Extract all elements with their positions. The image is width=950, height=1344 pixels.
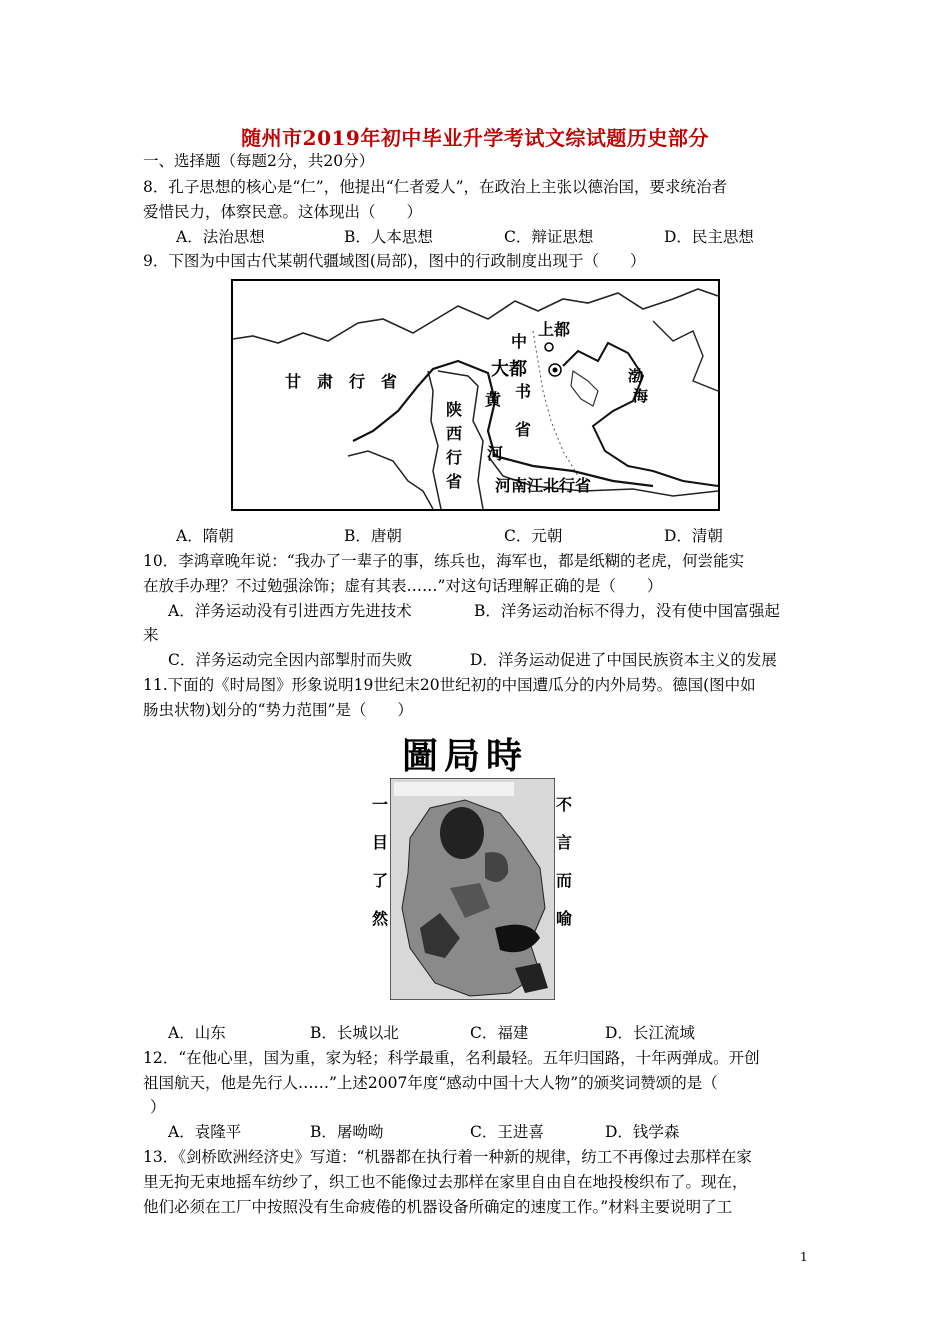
q10-option-b-cont: 来 [143,626,159,644]
left-char-1: 一 [372,795,389,814]
cartoon-image [390,778,555,1000]
q11-option-a: A．山东 [168,1024,226,1042]
q12-option-d: D．钱学森 [605,1123,680,1141]
q13-line2: 里无拘无束地摇车纺纱了，织工也不能像过去那样在家里自由自在地投梭织布了。现在， [143,1173,748,1191]
right-char-4: 喻 [556,909,573,928]
cartoon-header-strip [394,782,514,796]
right-char-1: 不 [556,795,573,814]
q13-line3: 他们必须在工厂中按照没有生命疲倦的机器设备所确定的速度工作。”材料主要说明了工 [143,1198,733,1216]
bear-figure [440,807,484,859]
label-shaanxi-2: 西 [446,424,463,443]
label-henan: 河南江北行省 [495,476,592,495]
q11-line2: 肠虫状物)划分的“势力范围”是（ ） [143,701,413,719]
q10-option-c: C．洋务运动完全因内部掣肘而失败 [168,651,413,669]
q12-line1: 12．“在他心里，国为重，家为轻；科学最重，名利最轻。五年归国路，十年两弹成。开创 [143,1049,760,1067]
label-bo: 渤 [628,367,644,385]
label-he: 河 [487,444,504,463]
q10-option-b: B．洋务运动治标不得力，没有使中国富强起 [474,602,780,620]
label-shangdu: 上都 [538,320,571,339]
shijutu-cartoon [370,728,573,1000]
label-shaanxi-3: 行 [446,448,463,467]
label-shaanxi-4: 省 [446,472,463,491]
q9-option-b: B．唐朝 [344,527,402,545]
right-char-2: 言 [556,833,573,852]
q12-option-a: A．袁隆平 [168,1123,242,1141]
bohai-bay [571,371,598,406]
q12-line3: ） [150,1098,166,1116]
q8-option-b: B．人本思想 [344,228,433,246]
label-sheng: 省 [515,420,532,439]
left-char-4: 然 [372,909,389,928]
province-dotted-line [533,331,578,476]
q10-line2: 在放手办理？不过勉强涂饰；虚有其表……”对这句话理解正确的是（ ） [143,577,663,595]
q11-option-c: C．福建 [470,1024,529,1042]
territory-map [231,279,720,511]
north-border [233,289,718,343]
q11-option-d: D．长江流域 [605,1024,695,1042]
river-lower-left [348,451,433,509]
dadu-marker-inner [553,368,558,373]
label-gansu: 甘 肃 行 省 [285,372,398,391]
left-char-2: 目 [372,833,389,852]
q9-line1: 9．下图为中国古代某朝代疆域图(局部)，图中的行政制度出现于（ ） [143,252,646,270]
label-shu: 书 [515,382,532,401]
q8-line2: 爱惜民力，体察民意。这体现出（ ） [143,203,423,221]
cartoon-right-text [556,786,572,938]
label-huang: 黄 [485,390,502,409]
label-dadu: 大都 [491,359,527,380]
q9-option-d: D．清朝 [664,527,723,545]
shaanxi-west-border [428,371,441,509]
q12-line2: 祖国航天，他是先行人……”上述2007年度“感动中国十大人物”的颁奖词赞颂的是（ [143,1074,718,1092]
q10-option-a: A．洋务运动没有引进西方先进技术 [168,602,412,620]
q8-option-a: A．法治思想 [176,228,265,246]
q8-line1: 8．孔子思想的核心是“仁”，他提出“仁者爱人”，在政治上主张以德治国，要求统治者 [143,178,728,196]
q9-option-a: A．隋朝 [176,527,234,545]
q9-option-c: C．元朝 [504,527,563,545]
left-char-3: 了 [372,871,389,890]
q11-line1: 11.下面的《时局图》形象说明19世纪末20世纪初的中国遭瓜分的内外局势。德国(图中如 [143,676,756,694]
page-number: 1 [800,1250,808,1264]
cartoon-title: 圖局時 [402,735,529,777]
q10-option-d: D．洋务运动促进了中国民族资本主义的发展 [470,651,777,669]
section-heading: 一、选择题（每题2分，共20分） [143,152,375,170]
right-char-3: 而 [556,871,573,890]
label-hai: 海 [633,387,649,405]
q12-option-b: B．屠呦呦 [310,1123,384,1141]
shangdu-marker [545,343,553,351]
q13-line1: 13．《剑桥欧洲经济史》写道：“机器都在执行着一种新的规律，纺工不再像过去那样在家 [143,1148,752,1166]
label-shaanxi-1: 陕 [446,400,463,419]
label-zhong: 中 [511,332,528,351]
q8-option-d: D．民主思想 [664,228,754,246]
q10-line1: 10．李鸿章晚年说：“我办了一辈子的事，练兵也，海军也，都是纸糊的老虎，何尝能实 [143,552,745,570]
q12-option-c: C．王进喜 [470,1123,544,1141]
cartoon-left-text [372,786,388,938]
q8-option-c: C．辩证思想 [504,228,594,246]
east-border [653,321,718,391]
page-title: 随州市2019年初中毕业升学考试文综试题历史部分 [241,126,709,150]
q11-option-b: B．长城以北 [310,1024,399,1042]
